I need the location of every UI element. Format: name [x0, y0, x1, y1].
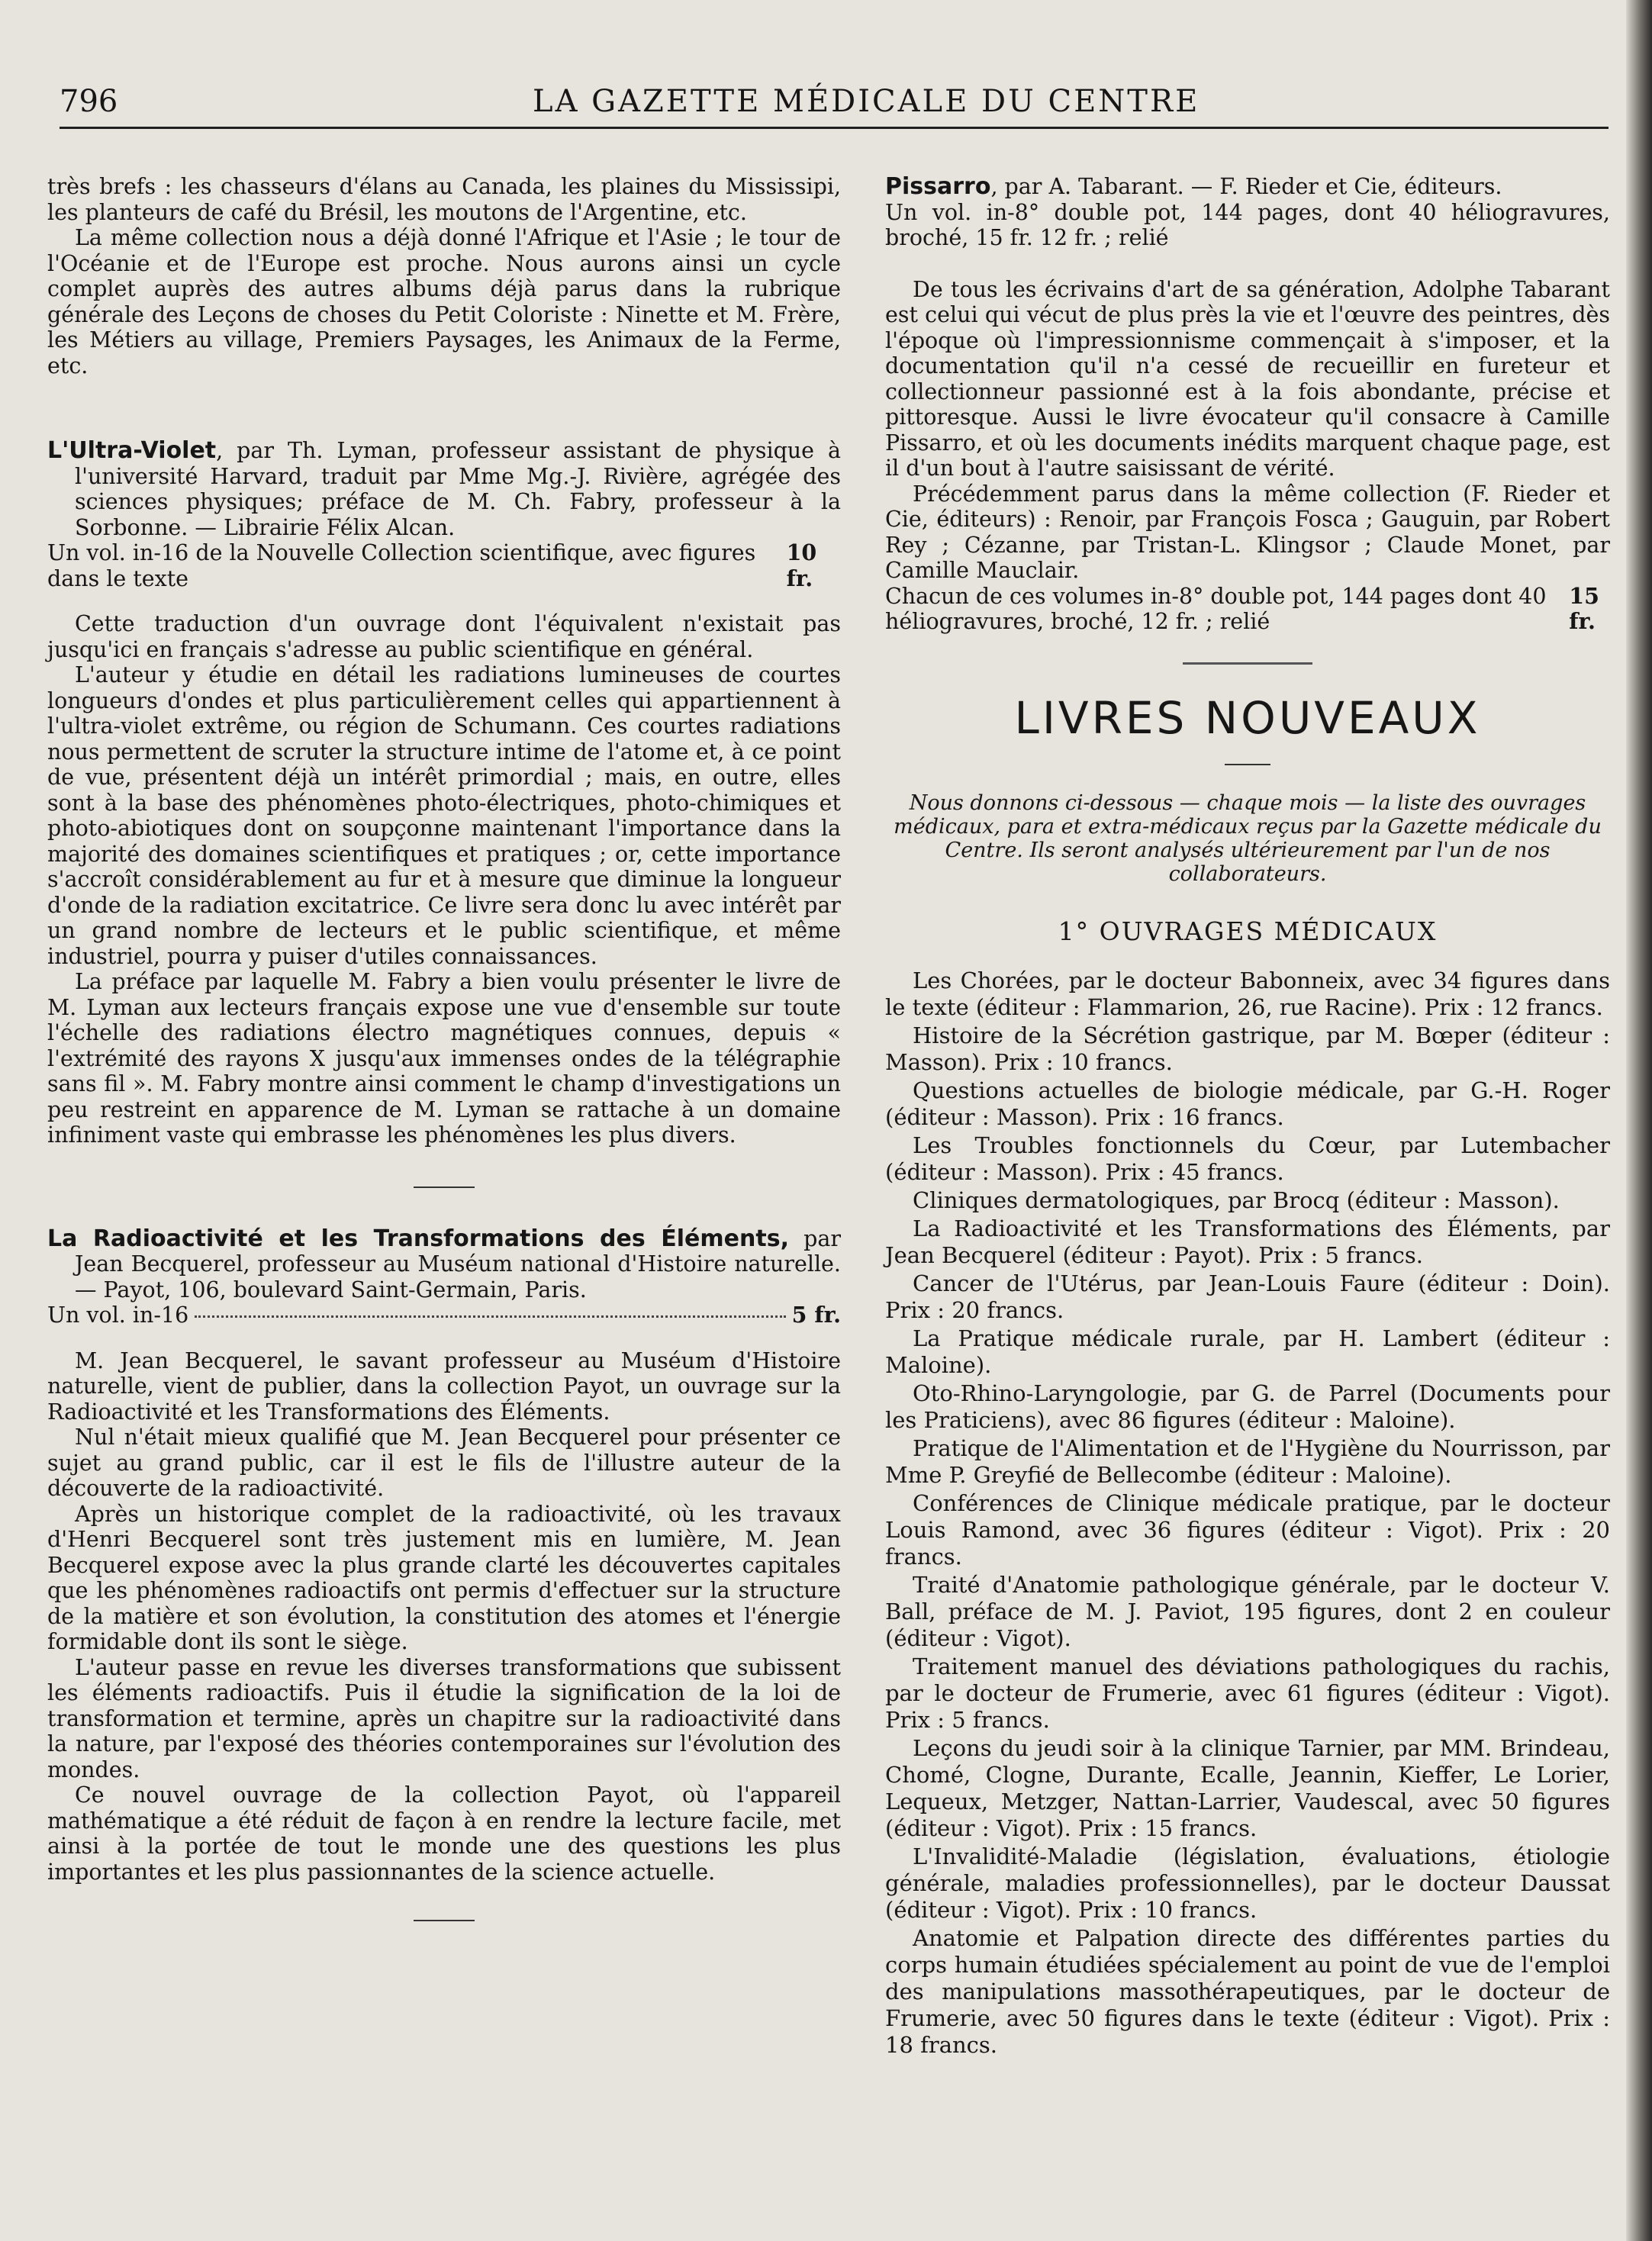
volume-info: Un vol. in-16 de la Nouvelle Collection scientifique, avec figures dans le texte — [47, 540, 756, 591]
list-item: Oto-Rhino-Laryngologie, par G. de Parrel (Documents pour les Praticiens), avec 86 figures (éditeur : Maloine). — [885, 1380, 1610, 1433]
leader-dots — [195, 1315, 785, 1318]
list-item: Traitement manuel des déviations pathologiques du rachis, par le docteur de Frumerie, avec 61 figures (éditeur : Vigot). Prix : 5 francs. — [885, 1653, 1610, 1733]
paragraph: La préface par laquelle M. Fabry a bien voulu présenter le livre de M. Lyman aux lecteurs français expose une vue d'ensemble sur toute l'échelle des radiations électro magnétiques connues, depuis « l'extrémité des rayons X jusqu'aux immenses ondes de la télégraphie sans fil ». M. Fabry montre ainsi comment le champ d'investigations un peu restreint en apparence de M. Lyman se rattache à un domaine infiniment vaste qui embrasse les phénomènes les plus divers. — [47, 969, 841, 1148]
paragraph: Après un historique complet de la radioactivité, où les travaux d'Henri Becquerel sont très justement mis en lumière, M. Jean Becquerel expose avec la plus grande clarté les découvertes capitales que les phénomènes radioactifs ont permis d'effectuer sur la structure de la matière et son évolution, la constitution des atomes et l'énergie formidable dont ils sont le siège. — [47, 1501, 841, 1654]
paragraph: Nul n'était mieux qualifié que M. Jean Becquerel pour présenter ce sujet au grand public, car il est le fils de l'illustre auteur de la découverte de la radioactivité. — [47, 1425, 841, 1501]
list-item: Les Troubles fonctionnels du Cœur, par Lutembacher (éditeur : Masson). Prix : 45 francs. — [885, 1132, 1610, 1185]
list-item: Questions actuelles de biologie médicale, par G.-H. Roger (éditeur : Masson). Prix : 16 francs. — [885, 1077, 1610, 1130]
book-byline: , par Th. Lyman, professeur assistant de physique à l'université Harvard, traduit par Mme Mg.-J. Rivière, agrégée des sciences physiques; préface de M. Ch. Fabry, professeur à la Sorbonne. — Librairie Félix Alcan. — [75, 438, 841, 540]
list-item: Leçons du jeudi soir à la clinique Tarnier, par MM. Brindeau, Chomé, Clogne, Durante, Ecalle, Jeannin, Kieffer, Le Lorier, Lequeux, Metzger, Nattan-Larrier, Vaudescal, avec 50 figures (éditeur : Vigot). Prix : 15 francs. — [885, 1734, 1610, 1841]
list-item: Cancer de l'Utérus, par Jean-Louis Faure (éditeur : Doin). Prix : 20 francs. — [885, 1270, 1610, 1323]
spacer — [47, 1328, 841, 1348]
section-title: LIVRES NOUVEAUX — [1014, 691, 1481, 744]
list-item: Traité d'Anatomie pathologique générale, par le docteur V. Ball, préface de M. J. Paviot, 195 figures, dont 2 en couleur (éditeur : Vigot). — [885, 1571, 1610, 1651]
list-item: Pratique de l'Alimentation et de l'Hygiène du Nourrisson, par Mme P. Greyfié de Bellecombe (éditeur : Maloine). — [885, 1434, 1610, 1488]
list-item: Conférences de Clinique médicale pratique, par le docteur Louis Ramond, avec 36 figures (éditeur : Vigot). Prix : 20 francs. — [885, 1489, 1610, 1570]
book-spine-shadow — [1626, 0, 1652, 2241]
left-column — [47, 174, 841, 1956]
paragraph: très brefs : les chasseurs d'élans au Canada, les plaines du Mississipi, les planteurs de café du Brésil, les moutons de l'Argentine, etc. — [47, 174, 841, 225]
paragraph: Précédemment parus dans la même collection (F. Rieder et Cie, éditeurs) : Renoir, par François Fosca ; Gauguin, par Robert Rey ; Cézanne, par Tristan-L. Klingsor ; Claude Monet, par Camille Mauclair. — [885, 481, 1610, 583]
page-header — [60, 76, 1605, 131]
volume-line — [885, 584, 1610, 635]
list-item: Les Chorées, par le docteur Babonneix, avec 34 figures dans le texte (éditeur : Flammarion, 26, rue Racine). Prix : 12 francs. — [885, 967, 1610, 1020]
paragraph: Ce nouvel ouvrage de la collection Payot, où l'appareil mathématique a été réduit de façon à en rendre la lecture facile, met ainsi à la portée de tout le monde une des questions les plus importantes et les plus passionnantes de la science actuelle. — [47, 1782, 841, 1885]
volume-info: Un vol. in-16 — [47, 1302, 189, 1328]
header-rule — [60, 127, 1609, 129]
list-item: L'Invalidité-Maladie (législation, évaluations, étiologie générale, maladies professionnelles), par le docteur Daussat (éditeur : Vigot). Prix : 10 francs. — [885, 1843, 1610, 1923]
spacer — [885, 251, 1610, 277]
book-title: L'Ultra-Violet — [47, 437, 217, 464]
paragraph: L'auteur passe en revue les diverses transformations que subissent les éléments radioactifs. Puis il étudie la signification de la loi de transformation et termine, après un chapitre sur la radioactivité dans la nature, par l'exposé des théories contemporaines sur l'évolution des mondes. — [47, 1654, 841, 1782]
list-item: La Pratique médicale rurale, par H. Lambert (éditeur : Maloine). — [885, 1325, 1610, 1378]
list-item: Histoire de la Sécrétion gastrique, par M. Bœper (éditeur : Masson). Prix : 10 francs. — [885, 1022, 1610, 1075]
book-heading — [47, 1226, 841, 1303]
list-item: Anatomie et Palpation directe des différentes parties du corps humain étudiées spécialement au point de vue de l'emploi des manipulations massothérapeutiques, par le docteur de Frumerie, avec 50 figures dans le texte (éditeur : Vigot). Prix : 18 francs. — [885, 1924, 1610, 2058]
separator-rule — [1225, 764, 1270, 765]
right-column — [885, 174, 1610, 2060]
paragraph: M. Jean Becquerel, le savant professeur au Muséum d'Histoire naturelle, vient de publier, dans la collection Payot, un ouvrage sur la Radioactivité et les Transformations des Éléments. — [47, 1347, 841, 1425]
paragraph: De tous les écrivains d'art de sa génération, Adolphe Tabarant est celui qui vécut de plus près la vie et l'œuvre des peintres, dès l'époque où l'impressionnisme commençait à s'imposer, et la documentation qu'il n'a cessé de recueillir en fureteur et collectionneur passionné est à la fois abondante, précise et pittoresque. Aussi le livre évocateur qu'il consacre à Camille Pissarro, et où les documents inédits marquent chaque page, est il d'un bout à l'autre saisissant de vérité. — [885, 276, 1610, 481]
section-intro: Nous donnons ci-dessous — chaque mois — la liste des ouvrages médicaux, para et extra-médicaux reçus par la Gazette médicale du Centre. Ils seront analysés ultérieurement par l'un de nos collaborateurs. — [894, 790, 1602, 886]
paragraph: La même collection nous a déjà donné l'Afrique et l'Asie ; le tour de l'Océanie et de l'Europe est proche. Nous aurons ainsi un cycle complet auprès des autres albums déjà parus dans la rubrique générale des Leçons de choses du Petit Coloriste : Ninette et M. Frère, les Métiers au village, Premiers Paysages, les Animaux de la Ferme, etc. — [47, 225, 841, 378]
book-title: La Radioactivité et les Transformations des Éléments, — [47, 1225, 789, 1252]
price: 5 fr. — [791, 1302, 841, 1328]
volume-line — [47, 1302, 841, 1328]
book-byline: , par A. Tabarant. — F. Rieder et Cie, éditeurs. — [990, 174, 1502, 199]
price: 15 fr. — [1569, 582, 1599, 634]
price: 10 fr. — [786, 539, 817, 591]
volume-info: Chacun de ces volumes in-8° double pot, 144 pages dont 40 héliogravures, broché, 12 fr. ; relié — [885, 583, 1547, 634]
spacer — [47, 591, 841, 611]
spacer — [47, 378, 841, 438]
book-heading — [885, 174, 1610, 200]
paragraph: Cette traduction d'un ouvrage dont l'équivalent n'existait pas jusqu'ici en français s'adresse au public scientifique en général. — [47, 611, 841, 662]
book-list — [885, 968, 1610, 2059]
journal-title: LA GAZETTE MÉDICALE DU CENTRE — [533, 84, 1200, 119]
subsection-title: 1° OUVRAGES MÉDICAUX — [1058, 916, 1438, 946]
page-number: 796 — [60, 84, 118, 119]
separator-rule — [414, 1920, 475, 1921]
book-byline: par Jean Becquerel, professeur au Muséum national d'Histoire naturelle. — Payot, 106, boulevard Saint-Germain, Paris. — [75, 1225, 842, 1302]
separator-rule — [414, 1187, 475, 1188]
separator-ornament — [1183, 662, 1312, 665]
volume-line — [47, 540, 841, 591]
paragraph: L'auteur y étudie en détail les radiations lumineuses de courtes longueurs d'ondes et plus particulièrement celles qui appartiennent à l'ultra-violet extrême, ou région de Schumann. Ces courtes radiations nous permettent de scruter la structure intime de l'atome et, à ce point de vue, présentent déjà un intérêt primordial ; mais, en outre, elles sont à la base des phénomènes photo-électriques, photo-chimiques et photo-abiotiques dont on soupçonne maintenant l'importance dans la majorité des domaines scientifiques et pratiques ; or, cette importance s'accroît considérablement au fur et à mesure que diminue la longueur d'onde de la radiation excitatrice. Ce livre sera donc lu avec intérêt par un grand nombre de lecteurs et le public scientifique, et même industriel, pourra y puiser d'utiles connaissances. — [47, 662, 841, 969]
book-title: Pissarro — [885, 173, 991, 200]
list-item: Cliniques dermatologiques, par Brocq (éditeur : Masson). — [913, 1187, 1560, 1213]
volume-info: Un vol. in-8° double pot, 144 pages, dont 40 héliogravures, broché, 15 fr. 12 fr. ; relié — [885, 199, 1610, 250]
book-heading — [47, 438, 841, 540]
list-item: La Radioactivité et les Transformations des Éléments, par Jean Becquerel (éditeur : Payot). Prix : 5 francs. — [885, 1215, 1610, 1268]
